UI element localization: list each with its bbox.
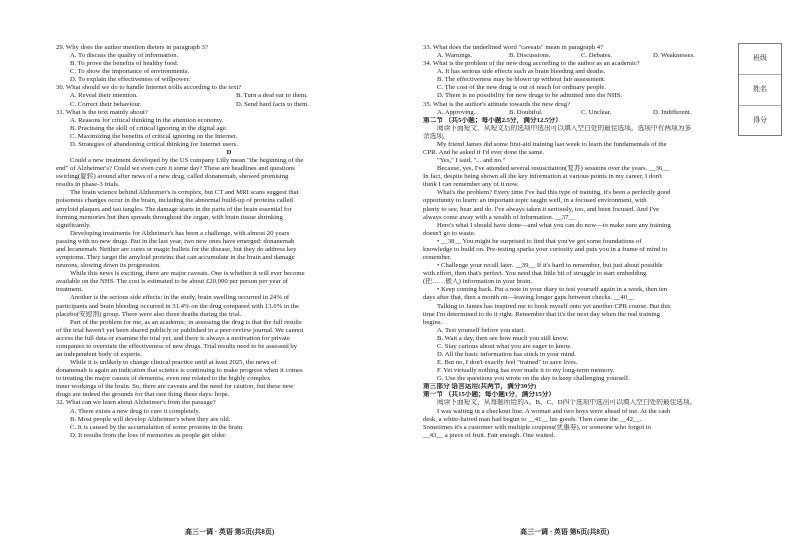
paragraph-line: inner workings of the brain. So, there are caveats and the need for caution, but these new (56, 383, 294, 391)
paragraph-start: "Yes," I said, "... and no." (437, 157, 506, 165)
option-text: D. Send hard facts to them. (236, 100, 309, 108)
score-field: 得分 (753, 117, 767, 124)
answer-option: A. Reasons for critical thinking in the attention economy. (70, 116, 224, 124)
paragraph-start: Because, yes, I've attended several resuscitation(复苏) sessions over the years. __36__ (437, 165, 670, 173)
answer-option: D. To explain the effectiveness of willpower. (70, 76, 190, 84)
option-text: D. Weaknesses. (653, 52, 695, 60)
paragraph-start: My friend James did some first-aid training last week to learn the fundamentals of the (437, 140, 667, 148)
option-text: B. Discussions. (509, 52, 551, 60)
answer-option: B. The effectiveness may be blown up without fair assessment. (437, 76, 606, 84)
answer-option: C. It is caused by the accumulation of some proteins in the brain. (70, 423, 244, 431)
option-text: B. Doubtful. (509, 108, 543, 116)
answer-option: A. There exists a new drug to cure it completely. (70, 407, 200, 415)
paragraph-start: Could a new treatment developed by the US company Lilly mean "the beginning of the (70, 157, 304, 165)
paragraph-line: Sometimes it's a customer with multiple coupons(优惠券), or someone who forgot to (423, 423, 652, 431)
option-text: B. Turn a deaf ear to them. (236, 92, 308, 100)
answer-option: D. Strategies of abandoning critical thinking for Internet users. (70, 140, 238, 148)
answer-option: A. It has serious side effects such as brain bleeding and deaths. (437, 68, 606, 76)
page-footer-left: 高三一调 · 英语 第5页(共8页) (185, 528, 275, 536)
paragraph-start: Developing treatments for Alzheimer's has been a challenge, with almost 20 years (70, 229, 290, 237)
option-text: C. Unclear. (581, 108, 612, 116)
answer-option: B. Wait a day, then see how much you still know. (437, 334, 569, 342)
paragraph-line: access the full data or examine the trial yet, and there is always a motivation for private (56, 334, 290, 342)
paragraph-line: 余选项。 (423, 132, 450, 140)
paragraph-start: Talking to James has inspired me to book myself onto yet another CPR course. But this (437, 302, 671, 310)
paragraph-line: doesn't go to waste. (423, 229, 476, 237)
paragraph-start: What's the problem? Every time I've had this type of training, it's been a perfectly good (437, 189, 671, 197)
paragraph-line: time I'm determined to do it right. Remember that it's the next day when the real training (423, 310, 660, 318)
section-heading: 第一节 （共15小题；每小题1分，满分15分） (423, 391, 556, 399)
paragraph-line: passing with no new drugs. But in the last year, two new ones have emerged: donanemab (56, 237, 295, 245)
answer-option: B. To prove the benefits of healthy food. (70, 60, 179, 68)
paragraph-line: opportunity to learn: an important topic taught well, in a focused environment, with (423, 197, 647, 205)
paragraph-line: with effort, then that's perfect. You need that little bit of struggle to start embedding (423, 270, 647, 278)
section-heading: 第二节 （共5小题；每小题2.5分，满分12.5分） (423, 116, 562, 124)
question-stem: 35. What is the author's attitude towards the new drug? (423, 100, 571, 108)
answer-option: D. There is no possibility for new drugs to be admitted into the NHS. (437, 92, 623, 100)
paragraph-line: significantly. (56, 221, 91, 229)
answer-option: C. Maximizing the benefits of critical ignoring on the Internet. (70, 132, 238, 140)
paragraph-line: placebo(安慰剂) group. There were also three deaths during the trial. (56, 310, 242, 318)
paragraph-line: forming memories but then spreads throughout the organ, with brain tissue shrinking (56, 213, 283, 221)
answer-option: D. All the basic information has stuck in your mind. (437, 350, 577, 358)
paragraph-start: The brain science behind Alzheimer's is complex, but CT and MRI scans suggest that (70, 189, 299, 197)
paragraph-start: • Keep coming back. Put a note in your diary to test yourself again in a week, then ten (437, 286, 668, 294)
paragraph-line: results in phase-3 trials. (56, 181, 120, 189)
paragraph-line: treatment. (56, 286, 83, 294)
section-letter: D (226, 149, 232, 157)
left-column (56, 44, 402, 440)
paragraph-line: remember. (423, 254, 452, 262)
paragraph-start: • Challenge your recall later. __39__ If it's hard to remember, but just about possible (437, 262, 663, 270)
question-stem: 31. What is the text mainly about? (56, 108, 148, 116)
question-stem: 33. What does the underlined word "caveats" mean in paragraph 4? (423, 44, 604, 51)
answer-option: C. To show the importance of environments. (70, 68, 190, 76)
paragraph-start: Part of the problem for me, as an academic, in assessing the drug is that the full results (70, 318, 302, 326)
answer-option: D. It results from the loss of memories as people get older. (70, 431, 227, 439)
paragraph-line: donanemab is again an indication that science is continuing to make progress when it comes (56, 367, 303, 375)
paragraph-start: Another is the serious side effects: in the study, brain swelling occurred in 24% of (70, 294, 290, 302)
paragraph-start: 阅读下面短文，从短文后的选项中选出可以填入空白处的最佳选项。选项中有两项为多 (437, 124, 692, 132)
paragraph-line: plenty to see, hear and do. I've always taken it seriously, too, and been focused. And I've (423, 205, 660, 213)
question-stem: 29. Why does the author mention dieters in paragraph 3? (56, 44, 208, 51)
option-row (423, 52, 725, 60)
paragraph-line: poisonous changes occur in the brain, including the abnormal build-up of proteins called (56, 197, 293, 205)
paragraph-line: companies to overstate the effectiveness of new drugs. Trial results need to be assessed by (56, 342, 298, 350)
paragraph-line: days after that, then a month on—leaving longer gaps between checks. __40__ (423, 294, 634, 302)
paragraph-line: amyloid plaques and tau tangles. The damage starts in the parts of the brain essential for (56, 205, 292, 213)
answer-option: A. To discuss the quality of information. (70, 52, 179, 60)
paragraph-line: CPR. And he asked if I'd ever done the same. (423, 149, 544, 157)
option-text: A. Approving. (437, 108, 476, 116)
paragraph-start: While this news is exciting, there are major caveats. One is whether it will ever become (70, 270, 305, 278)
paragraph-line: neurons, slowing down its progression. (56, 262, 161, 270)
option-text: D. Indifferent. (653, 108, 692, 116)
paragraph-start: While it is unlikely to change clinical practice until at least 2025, the news of (70, 359, 277, 367)
answer-option: A. Test yourself before you start. (437, 326, 525, 334)
option-row (423, 109, 725, 117)
student-info-box (738, 43, 782, 136)
class-field[interactable]: 班级 (739, 44, 781, 75)
paragraph-line: desk, a white-haired man had begun to __41__ his goods. Then came the __42__. (423, 415, 642, 423)
paragraph-line: In fact, despite being shown all the key information at various points in my career, I don't (423, 173, 663, 181)
answer-option: G. Use the questions you wrote on the day to keep challenging yourself. (437, 375, 630, 383)
answer-option: B. Most people will develop Alzheimer's when they are old. (70, 415, 231, 423)
answer-option: F. Yet virtually nothing has ever made it to my long-term memory. (437, 367, 615, 375)
question-stem: 30. What should we do to handle Internet trolls according to the text? (56, 84, 242, 92)
question-stem: 32. What can we learn about Alzheimer's from the passage? (56, 399, 216, 407)
paragraph-line: always come away with a wealth of information. __37__ (423, 213, 576, 221)
paragraph-line: to treating the major causes of dementia, even one related to the highly complex (56, 375, 271, 383)
paragraph-start: 阅读下面短文，从每题所给的A、B、C、D四个选项中选出可以填入空白处的最佳选项。 (437, 399, 697, 407)
paragraph-line: end" of Alzheimer's? Could we even cure it some day? These are headlines and questions (56, 165, 295, 173)
answer-option: E. But no, I don't exactly feel "trained" to save lives. (437, 359, 578, 367)
paragraph-line: of the trial haven't yet been shared publicly or published in a peer-review journal. We cannot (56, 326, 304, 334)
question-stem: 34. What is the problem of the new drug according to the author as an academic? (423, 60, 640, 68)
answer-option: B. Practising the skill of critical ignoring in the digital age. (70, 124, 228, 132)
paragraph-line: symptoms. They target the amyloid proteins that can accumulate in the brain and damage (56, 254, 295, 262)
section-heading: 第三部分 语言运用(共两节，满分30分) (423, 383, 537, 391)
paragraph-line: begins. (423, 318, 443, 326)
answer-option: C. Stay curious about what you are eager to know. (437, 342, 572, 350)
page-footer-right: 高三一调 · 英语 第6页(共8页) (520, 528, 610, 536)
paragraph-start: • __38__ You might be surprised to find that you've got some foundations of (437, 237, 642, 245)
option-text: C. Debates. (581, 52, 613, 60)
paragraph-line: swirling(旋转) around after news of a new drug, called donanemab, showed promising (56, 173, 289, 181)
paragraph-line: think I can remember any of it now. (423, 181, 519, 189)
option-row (56, 92, 402, 100)
paragraph-line: and lecanemab. Neither are cures or magic bullets for the disease, but they do address key (56, 245, 297, 253)
paragraph-line: __43__ a piece of fruit. Fair enough. One waited. (423, 431, 556, 439)
option-text: A. Warnings. (437, 52, 473, 60)
paragraph-line: available on the NHS. The cost is estimated to be about £20,000 per person per year of (56, 278, 289, 286)
option-text: A. Reveal their intention. (70, 92, 138, 100)
paragraph-start: I was waiting in a checkout line. A woman and two boys were ahead of me. At the cash (437, 407, 671, 415)
paragraph-line: drugs are indeed the grounds for that rare thing these days: hope. (56, 391, 230, 399)
right-column (423, 44, 725, 440)
option-row (56, 101, 402, 109)
option-text: C. Correct their behaviour. (70, 100, 142, 108)
paragraph-line: an independent body of experts. (56, 350, 142, 358)
name-field[interactable]: 姓名 (739, 75, 781, 106)
paragraph-line: knowledge to build on. Pre-testing sparks your curiosity and puts you in a frame of mind to (423, 245, 668, 253)
answer-option: C. The cost of the new drug is out of reach for ordinary people. (437, 84, 607, 92)
paragraph-start: Here's what I should have done—and what you can do now—to make sure any training (437, 221, 671, 229)
paragraph-line: participants and brain bleeding occurred in 31.4% on the drug compared with 13.6% in the (56, 302, 299, 310)
paragraph-line: (把……嵌入) information in your brain. (423, 278, 533, 286)
